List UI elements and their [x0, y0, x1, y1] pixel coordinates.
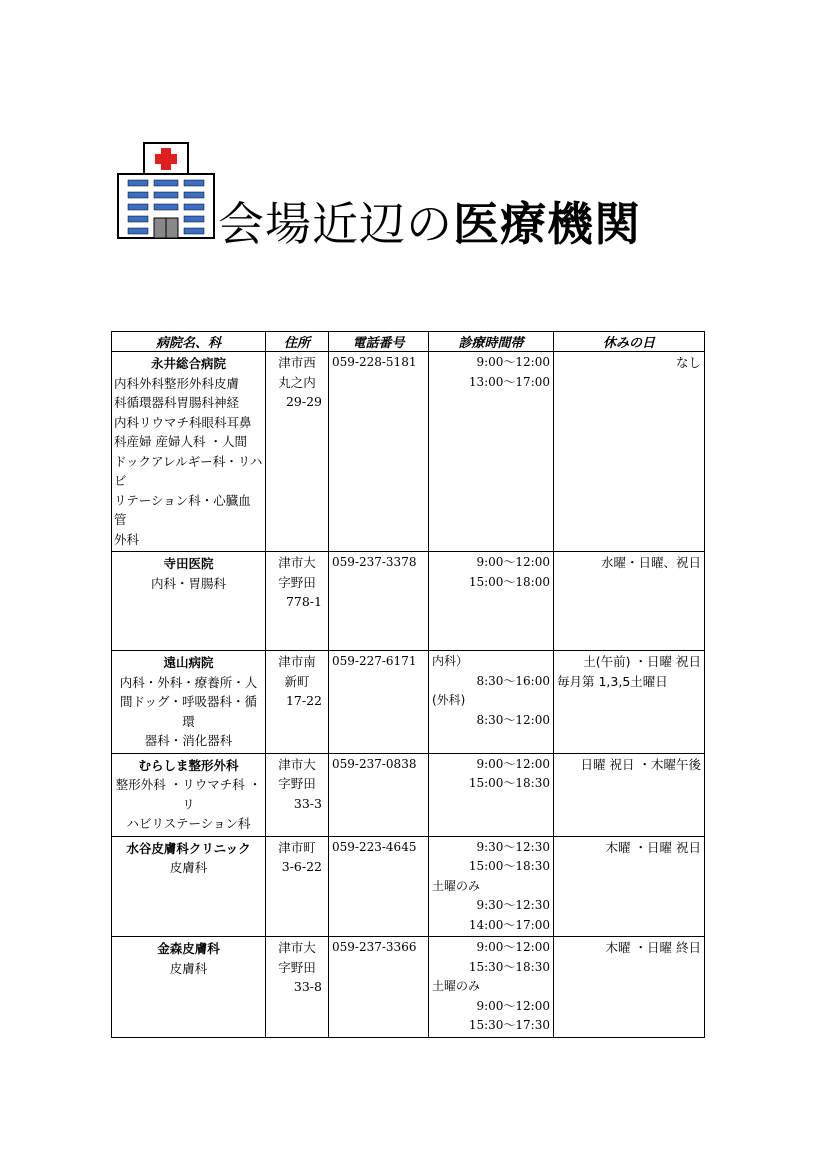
closed-days: 水曜・日曜、祝日: [600, 555, 701, 570]
hospital-name: 寺田医院: [163, 556, 214, 571]
address-cell: [266, 753, 329, 836]
address-number: 3-6-22: [281, 859, 322, 874]
address-line: 新町: [284, 673, 310, 689]
closed-days: なし: [675, 355, 701, 370]
hours-line: 9:30～12:30: [476, 839, 550, 854]
address-cell: [266, 836, 329, 937]
address-line: 津市南: [278, 654, 316, 669]
table-row: [112, 836, 705, 937]
address-line: 字野田: [278, 574, 316, 590]
closed-days: 日曜 祝日 ・木曜午後: [580, 756, 701, 772]
address-number: 778-1: [285, 594, 322, 609]
phone-number: 059-237-3378: [329, 552, 429, 651]
hospital-cell: [112, 753, 266, 836]
table-row: [112, 352, 705, 552]
closed-days-cell: [554, 352, 705, 552]
hospital-name: 水谷皮膚科クリニック: [126, 840, 251, 856]
hours-line: 9:00～12:00: [476, 756, 550, 771]
hospital-cell: [112, 352, 266, 552]
closed-days-cell: [554, 651, 705, 754]
hospital-name: むらしま整形外科: [138, 757, 239, 773]
department-line: 内科・胃腸科: [150, 575, 226, 591]
hospital-name: 金森皮膚科: [157, 941, 220, 956]
hours-line: 15:00～18:30: [468, 859, 550, 873]
hours-line: 15:00～18:00: [468, 574, 550, 589]
hours-line: 9:00～12:00: [476, 940, 550, 954]
saturday-label: 土曜のみ: [432, 878, 481, 893]
hours-cell: [429, 352, 554, 552]
header-address: 住所: [266, 332, 329, 352]
address-line: 丸之内: [278, 374, 316, 390]
department-line: 器科・消化器科: [144, 733, 233, 748]
address-line: 津市西: [278, 355, 316, 370]
department-line: 内科外科整形外科皮膚: [114, 375, 240, 391]
department-line: 科循環器科胃腸科神経: [114, 395, 240, 410]
hours-label-internal: 内科）: [432, 654, 469, 668]
hospital-building-icon: [116, 142, 216, 240]
hospital-name: 遠山病院: [163, 655, 214, 670]
hospital-cell: [112, 937, 266, 1038]
header-phone: 電話番号: [329, 332, 429, 352]
table-row: [112, 937, 705, 1038]
address-number: 29-29: [285, 394, 322, 409]
department-line: 皮膚科: [169, 860, 208, 875]
department-line: 外科: [114, 531, 140, 547]
closed-days-cell: [554, 836, 705, 937]
address-cell: [266, 937, 329, 1038]
table-row: [112, 552, 705, 651]
closed-days: 木曜 ・日曜 終日: [605, 940, 701, 955]
department-line: 整形外科 ・リウマチ科 ・リ: [115, 777, 262, 812]
address-cell: [266, 552, 329, 651]
hospital-cell: [112, 651, 266, 754]
department-line: 間ドッグ・呼吸器科・循環: [119, 694, 257, 729]
header-hours: 診療時間帯: [429, 332, 554, 352]
address-cell: [266, 651, 329, 754]
hours-line: 15:30～17:30: [468, 1018, 550, 1032]
address-number: 33-8: [293, 979, 322, 994]
address-line: 津市大: [278, 756, 316, 772]
address-number: 33-3: [293, 795, 322, 811]
department-line: 皮膚科: [169, 960, 208, 976]
hours-line: 13:00～17:00: [468, 374, 550, 389]
hospital-cell: [112, 836, 266, 937]
phone-number: 059-227-6171: [329, 651, 429, 754]
closed-days: 土(午前) ・日曜 祝日: [583, 654, 701, 669]
address-number: 17-22: [285, 693, 322, 708]
phone-number: 059-228-5181: [329, 352, 429, 552]
hospital-name: 永井総合病院: [150, 356, 226, 371]
closed-days-cell: [554, 552, 705, 651]
hours-line: 9:00～12:00: [476, 555, 550, 569]
address-line: 津市大: [278, 940, 316, 955]
title-part-2: 医療機関: [453, 197, 641, 251]
page-title: [218, 196, 641, 252]
table-header-row: [112, 332, 705, 352]
hours-line: 8:30～16:00: [476, 673, 550, 688]
hours-line: 9:30～12:30: [476, 898, 550, 912]
phone-number: 059-237-3366: [329, 937, 429, 1038]
page-header: [116, 142, 716, 272]
department-line: リテーション科・心臓血管: [114, 492, 251, 527]
address-line: 字野田: [278, 776, 316, 791]
hospital-cell: [112, 552, 266, 651]
department-line: 内科・外科・療養所・人: [119, 674, 258, 690]
address-line: 字野田: [278, 959, 316, 975]
department-line: ハビリステーション科: [126, 816, 251, 831]
closed-days: 木曜 ・日曜 祝日: [605, 839, 701, 855]
closed-days-cell: [554, 937, 705, 1038]
address-cell: [266, 352, 329, 552]
hours-line: 15:30～18:30: [468, 959, 550, 974]
hours-cell: [429, 552, 554, 651]
medical-institutions-table: [111, 331, 705, 1038]
header-hospital-name: 病院名、科: [112, 332, 266, 352]
hours-cell: [429, 836, 554, 937]
hours-line: 9:00～12:00: [476, 355, 550, 369]
hours-cell: [429, 651, 554, 754]
hours-cell: [429, 753, 554, 836]
address-line: 津市大: [278, 555, 316, 570]
saturday-label: 土曜のみ: [432, 979, 481, 993]
header-closed-days: 休みの日: [554, 332, 705, 352]
hours-line: 8:30～12:00: [476, 712, 550, 727]
hours-line: 14:00～17:00: [468, 917, 550, 932]
hours-cell: [429, 937, 554, 1038]
closed-days-note: 毎月第 1,3,5土曜日: [557, 673, 668, 689]
phone-number: 059-223-4645: [329, 836, 429, 937]
table-row: [112, 753, 705, 836]
hours-line: 9:00～12:00: [476, 998, 550, 1013]
table-row: [112, 651, 705, 754]
department-line: 科産婦 産婦人科 ・人間: [114, 434, 247, 449]
address-line: 津市町: [278, 839, 316, 855]
hours-line: 15:00～18:30: [468, 776, 550, 790]
hours-label-surgery: (外科): [432, 693, 466, 707]
title-part-1: 会場近辺の: [218, 197, 453, 251]
closed-days-cell: [554, 753, 705, 836]
phone-number: 059-237-0838: [329, 753, 429, 836]
department-line: 内科リウマチ科眼科耳鼻: [114, 414, 252, 430]
department-line: ドックアレルギー科・リハビ: [114, 453, 263, 488]
